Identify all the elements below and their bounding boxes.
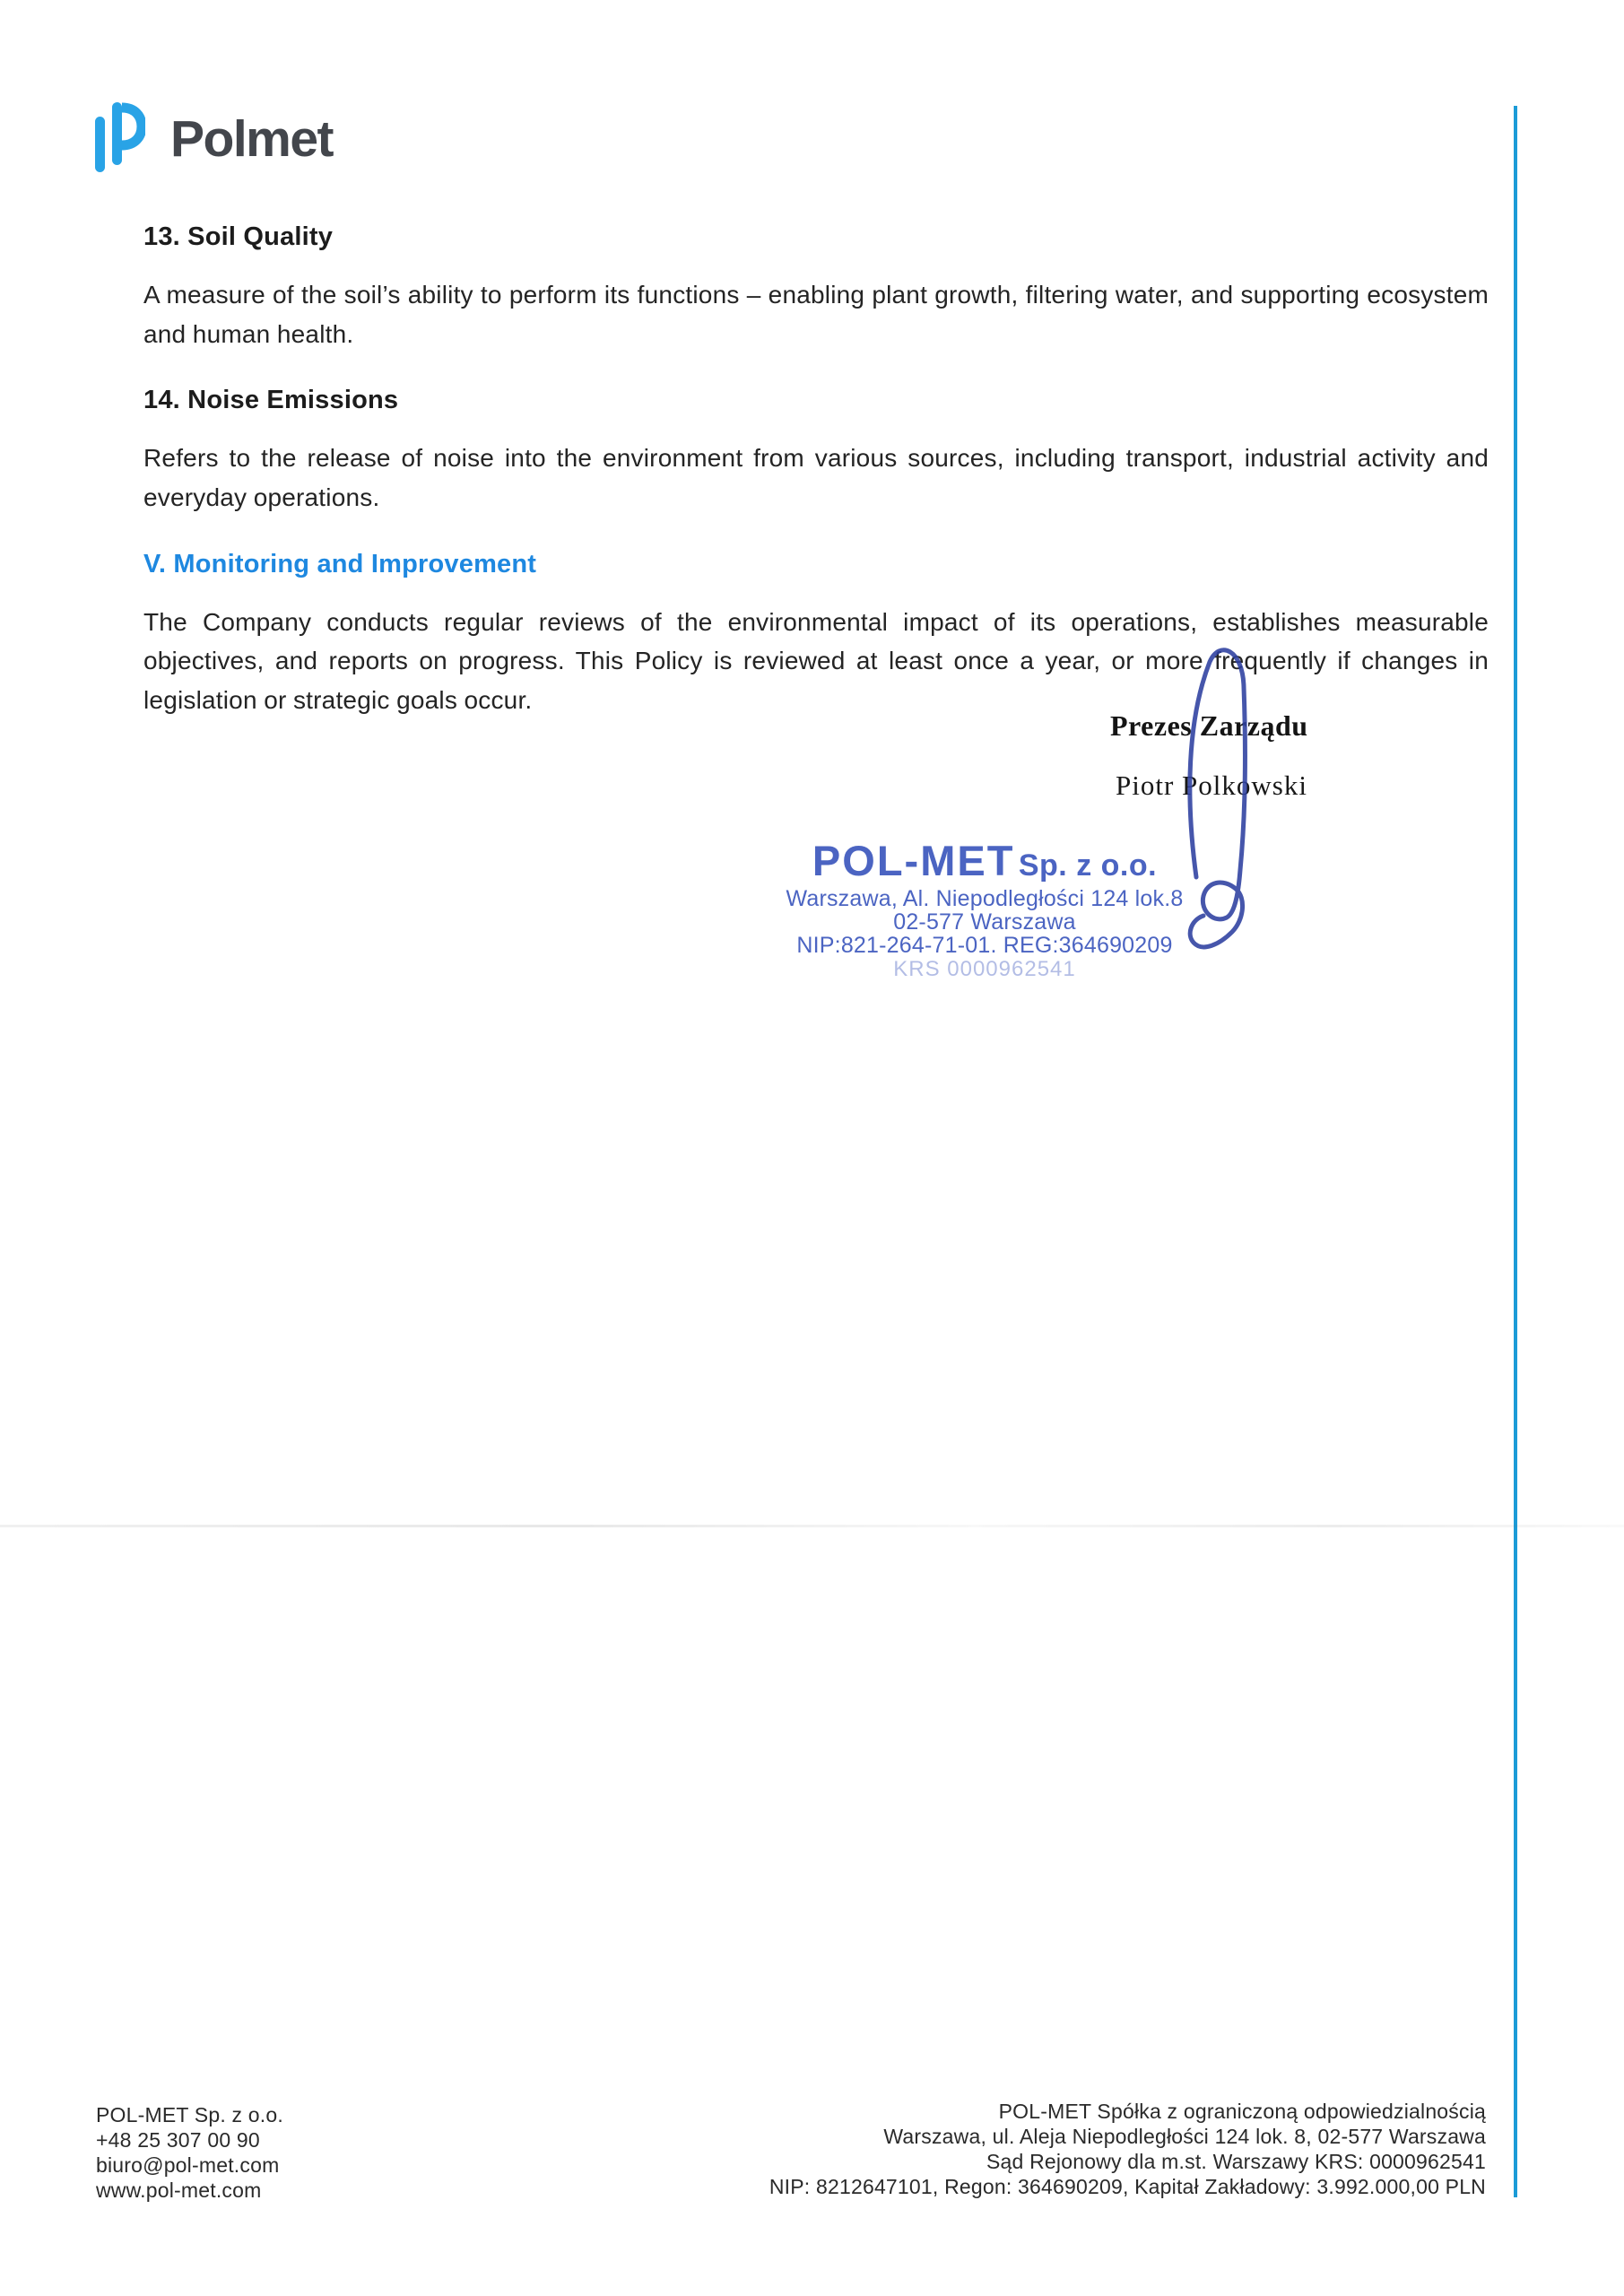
footer-left-block [96,2102,283,2203]
scan-fold-line [0,1525,1624,1527]
company-stamp [778,839,1191,981]
section-paragraph-14: Refers to the release of noise into the environment from various sources, including transport, industrial activity and everyday operations. [143,444,1489,512]
polmet-logo [93,100,333,174]
footer-phone: +48 25 307 00 90 [96,2128,260,2152]
stamp-krs: KRS 0000962541 [893,957,1076,981]
signature-role: Prezes Zarządu [1110,709,1308,742]
stamp-nip-regon: NIP:821-264-71-01. REG:364690209 [796,933,1173,958]
footer-email: biuro@pol-met.com [96,2153,280,2177]
footer-legal-address: Warszawa, ul. Aleja Niepodległości 124 lok. 8, 02-577 Warszawa [883,2125,1486,2148]
polmet-logo-text: Polmet [170,109,334,168]
section-heading-13: 13. Soil Quality [143,222,334,251]
stamp-address-line2: 02-577 Warszawa [893,909,1076,935]
footer-legal-name: POL-MET Spółka z ograniczoną odpowiedzialnością [998,2100,1486,2123]
signature-scribble [1159,646,1302,969]
section-heading-14: 14. Noise Emissions [143,386,399,415]
section-paragraph-13: A measure of the soil’s ability to perform its functions – enabling plant growth, filtering water, and supporting ecosystem and human health. [143,281,1489,348]
footer-court-krs: Sąd Rejonowy dla m.st. Warszawy KRS: 0000962541 [986,2150,1486,2173]
footer-company-name: POL-MET Sp. z o.o. [96,2103,283,2126]
stamp-company-suffix: Sp. z o.o. [1018,848,1158,883]
footer-right-block [769,2099,1486,2199]
footer-nip-regon-capital: NIP: 8212647101, Regon: 364690209, Kapitał Zakładowy: 3.992.000,00 PLN [769,2175,1486,2198]
stamp-company-line [778,839,1191,882]
accent-vertical-line [1514,106,1517,2197]
footer-website: www.pol-met.com [96,2179,262,2202]
section-paragraph-v-monitoring: The Company conducts regular reviews of the environmental impact of its operations, establishes measurable objectives, and reports on progress. This Policy is reviewed at least once a year, or more frequently if changes in legislation or strategic goals occur. [143,607,1489,715]
signature-name: Piotr Polkowski [1116,770,1307,801]
section-heading-v-monitoring: V. Monitoring and Improvement [143,549,537,578]
stamp-address-line1: Warszawa, Al. Niepodległości 124 lok.8 [786,886,1184,911]
polmet-logo-icon [93,100,145,174]
stamp-company-name: POL-MET [812,837,1015,884]
